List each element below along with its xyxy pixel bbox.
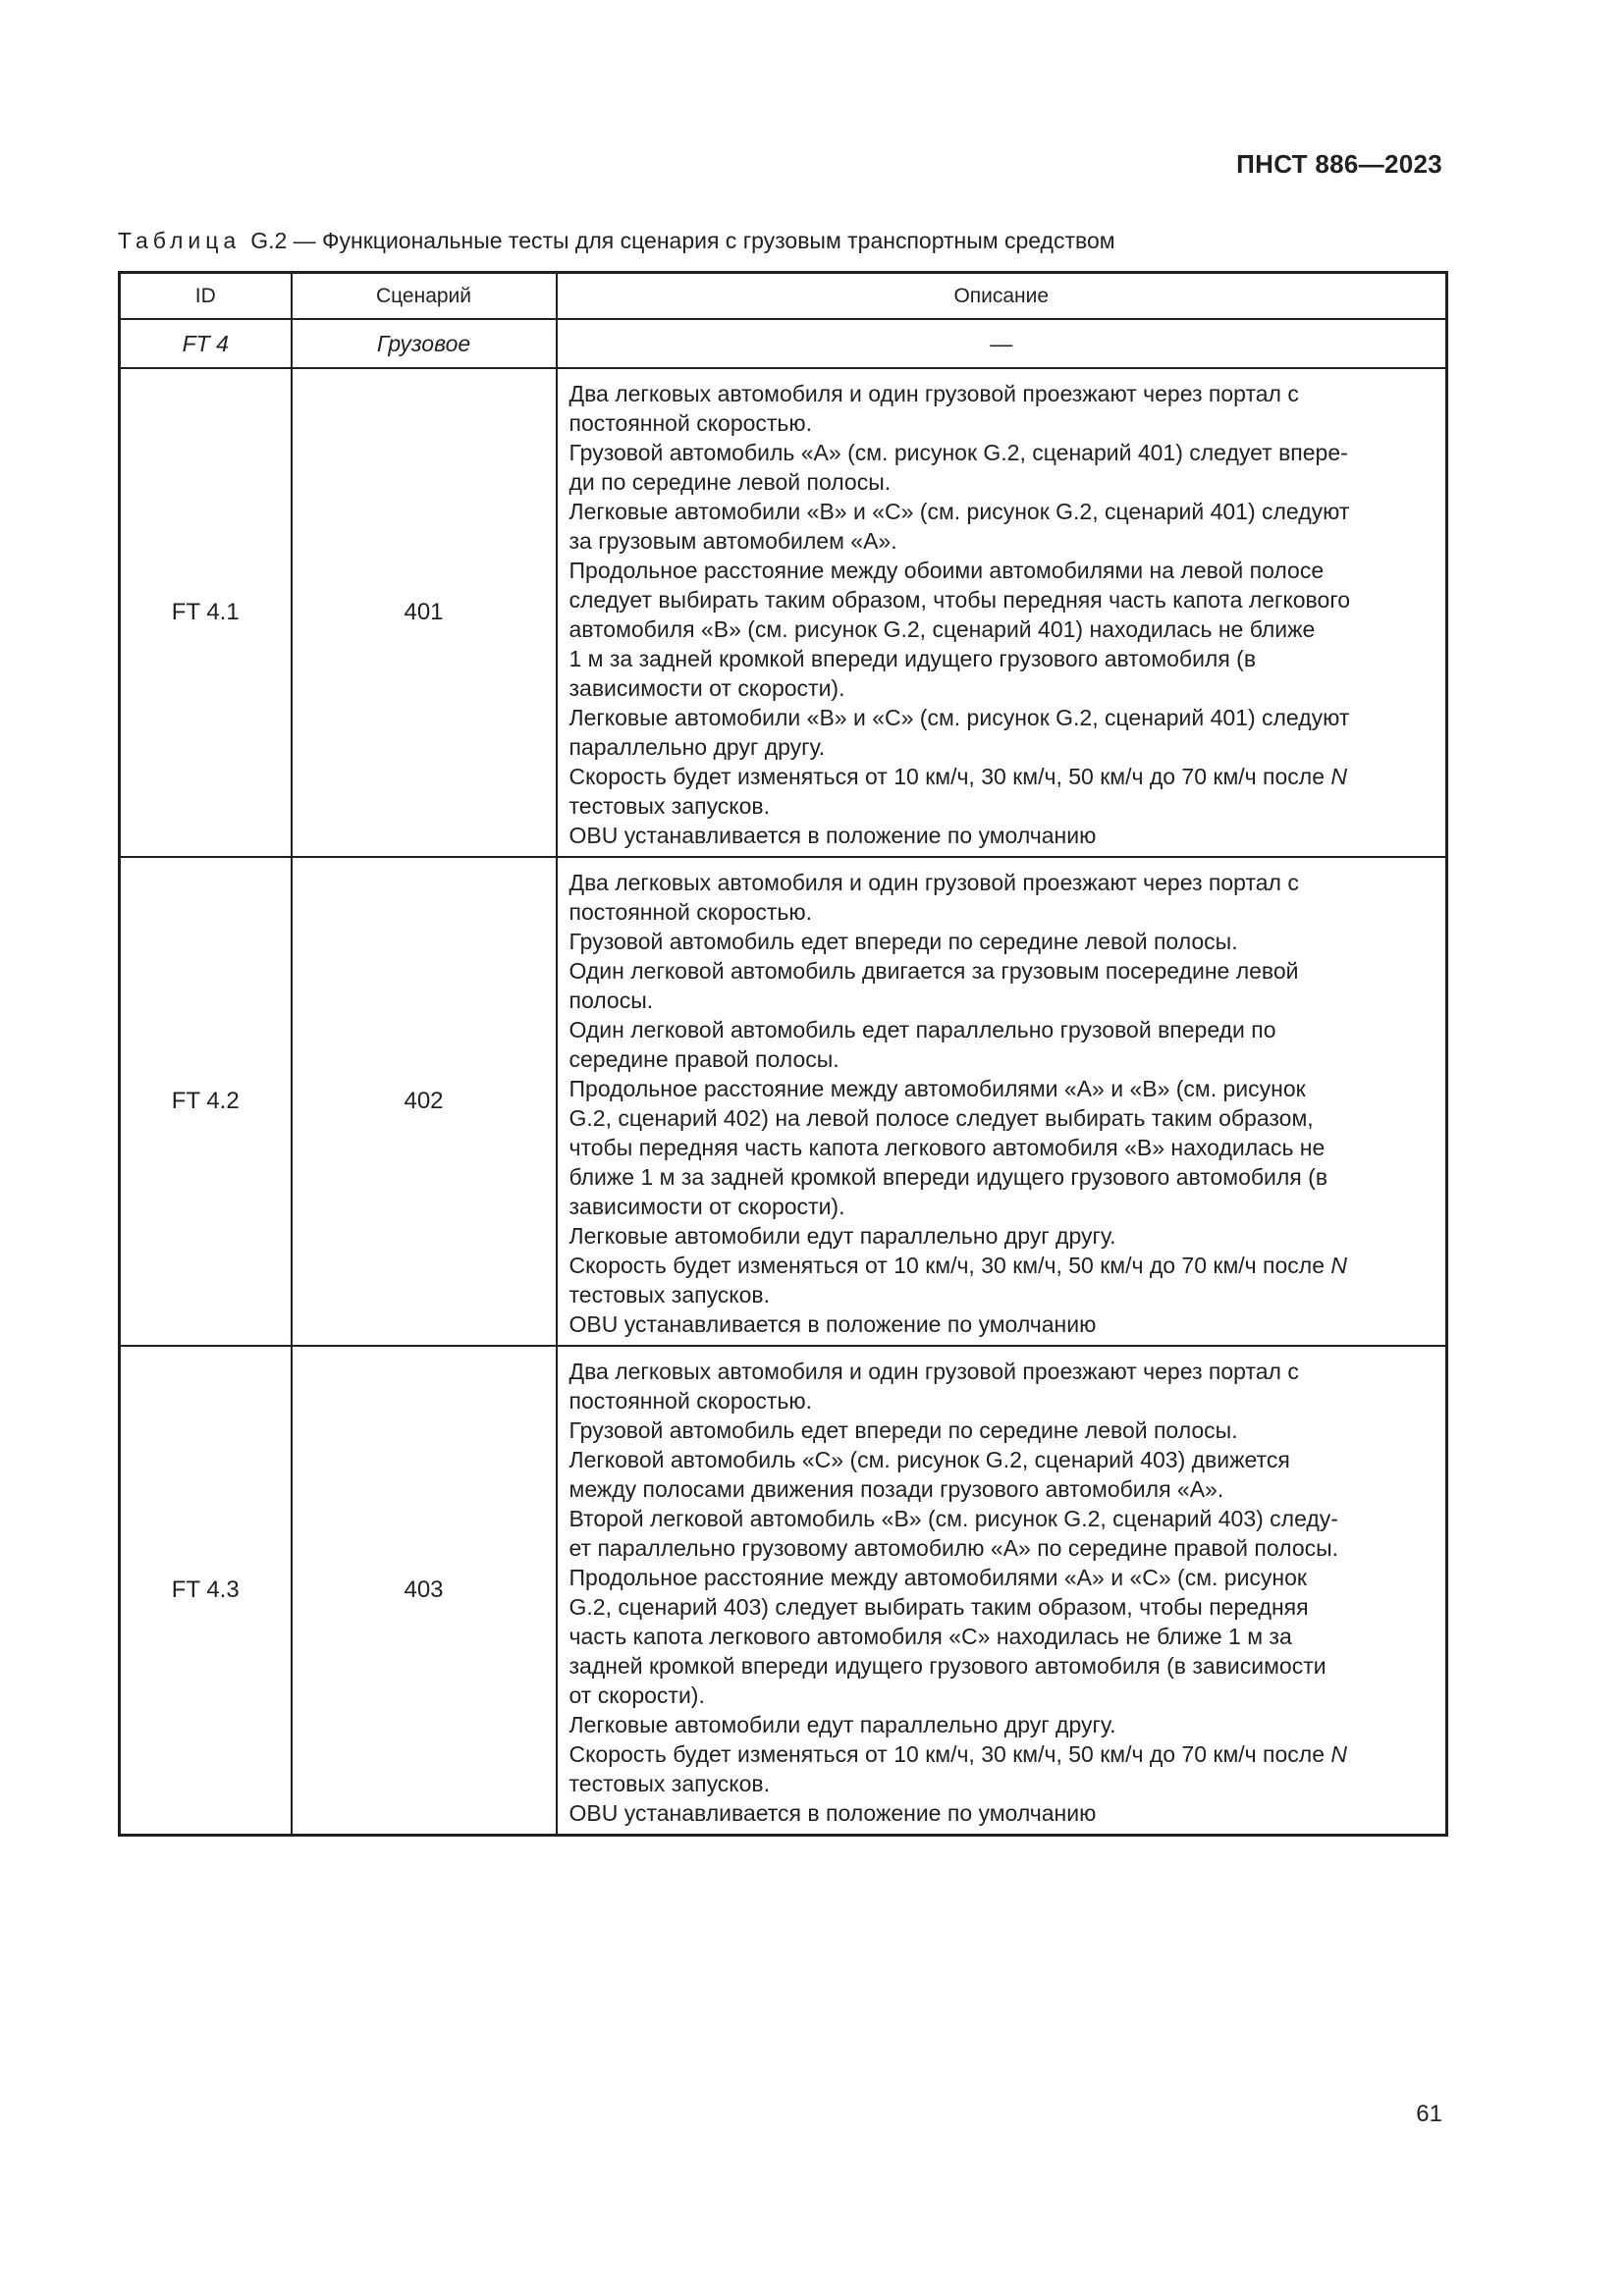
description-line: параллельно друг другу. bbox=[568, 734, 826, 760]
description-line: зависимости от скорости). bbox=[568, 675, 845, 701]
description-line: Легковые автомобили «B» и «C» (см. рисунок G.2, сценарий 401) следуют bbox=[568, 499, 1350, 524]
description-line: Легковые автомобили едут параллельно друг другу. bbox=[568, 1223, 1116, 1249]
row-scenario: 401 bbox=[292, 368, 557, 857]
functional-tests-table bbox=[118, 271, 1448, 1837]
description-line: OBU устанавливается в положение по умолчанию bbox=[568, 1800, 1097, 1826]
description-line: Грузовой автомобиль едет впереди по середине левой полосы. bbox=[568, 929, 1238, 954]
description-line: тестовых запусков. bbox=[568, 1771, 771, 1796]
description-line: Скорость будет изменяться от 10 км/ч, 30 км/ч, 50 км/ч до 70 км/ч после N bbox=[568, 764, 1348, 789]
description-line: задней кромкой впереди идущего грузового автомобиля (в зависимости bbox=[568, 1653, 1326, 1679]
description-line: Два легковых автомобиля и один грузовой проезжают через портал с bbox=[568, 870, 1299, 895]
table-caption-prefix: Таблица bbox=[118, 228, 242, 253]
row-id: FT 4.3 bbox=[120, 1346, 292, 1836]
description-line: 1 м за задней кромкой впереди идущего грузового автомобиля (в bbox=[568, 646, 1257, 671]
description-line: тестовых запусков. bbox=[568, 1282, 771, 1308]
group-id: FT 4 bbox=[120, 319, 292, 368]
column-header-description: Описание bbox=[557, 273, 1447, 320]
row-id: FT 4.2 bbox=[120, 857, 292, 1346]
table-caption-text: G.2 — Функциональные тесты для сценария с грузовым транспортным средством bbox=[250, 228, 1115, 253]
table bbox=[118, 271, 1448, 1837]
group-description: — bbox=[557, 319, 1447, 368]
description-line: зависимости от скорости). bbox=[568, 1194, 845, 1219]
description-line: от скорости). bbox=[568, 1682, 705, 1708]
table-caption bbox=[118, 228, 1115, 254]
description-line: ет параллельно грузовому автомобилю «A» по середине правой полосы. bbox=[568, 1535, 1339, 1561]
description-line: за грузовым автомобилем «A». bbox=[568, 528, 897, 554]
column-header-scenario: Сценарий bbox=[292, 273, 557, 320]
description-line: Продольное расстояние между автомобилями «A» и «B» (см. рисунок bbox=[568, 1076, 1306, 1101]
row-scenario: 402 bbox=[292, 857, 557, 1346]
description-line: Грузовой автомобиль едет впереди по середине левой полосы. bbox=[568, 1417, 1238, 1443]
row-description bbox=[557, 368, 1447, 857]
description-line: Скорость будет изменяться от 10 км/ч, 30 км/ч, 50 км/ч до 70 км/ч после N bbox=[568, 1741, 1348, 1767]
description-line: Скорость будет изменяться от 10 км/ч, 30 км/ч, 50 км/ч до 70 км/ч после N bbox=[568, 1253, 1348, 1278]
table-header-row bbox=[120, 273, 1447, 320]
description-line: постоянной скоростью. bbox=[568, 1388, 813, 1414]
description-line: полосы. bbox=[568, 988, 654, 1013]
table-row bbox=[120, 857, 1447, 1346]
description-line: середине правой полосы. bbox=[568, 1046, 839, 1072]
description-line: Два легковых автомобиля и один грузовой проезжают через портал с bbox=[568, 1359, 1299, 1384]
row-id: FT 4.1 bbox=[120, 368, 292, 857]
column-header-id: ID bbox=[120, 273, 292, 320]
description-line: Два легковых автомобиля и один грузовой проезжают через портал с bbox=[568, 381, 1299, 406]
description-line: Грузовой автомобиль «A» (см. рисунок G.2, сценарий 401) следует впере- bbox=[568, 440, 1348, 465]
description-line: Один легковой автомобиль двигается за грузовым посередине левой bbox=[568, 958, 1299, 984]
page-number: 61 bbox=[1416, 2101, 1442, 2127]
description-line: постоянной скоростью. bbox=[568, 899, 813, 925]
description-line: автомобиля «B» (см. рисунок G.2, сценарий 401) находилась не ближе bbox=[568, 616, 1316, 642]
description-line: ди по середине левой полосы. bbox=[568, 469, 892, 495]
document-code: ПНСТ 886—2023 bbox=[1236, 149, 1442, 179]
description-line: Второй легковой автомобиль «B» (см. рисунок G.2, сценарий 403) следу- bbox=[568, 1506, 1338, 1531]
description-line: G.2, сценарий 402) на левой полосе следует выбирать таким образом, bbox=[568, 1105, 1314, 1131]
description-line: Один легковой автомобиль едет параллельно грузовой впереди по bbox=[568, 1017, 1276, 1042]
description-line: Продольное расстояние между обоими автомобилями на левой полосе bbox=[568, 558, 1325, 583]
row-scenario: 403 bbox=[292, 1346, 557, 1836]
description-line: OBU устанавливается в положение по умолчанию bbox=[568, 1311, 1097, 1337]
description-line: часть капота легкового автомобиля «C» находилась не ближе 1 м за bbox=[568, 1624, 1292, 1649]
row-description bbox=[557, 1346, 1447, 1836]
description-line: Легковой автомобиль «C» (см. рисунок G.2, сценарий 403) движется bbox=[568, 1447, 1290, 1472]
description-line: Продольное расстояние между автомобилями «A» и «C» (см. рисунок bbox=[568, 1565, 1307, 1590]
row-description bbox=[557, 857, 1447, 1346]
table-row bbox=[120, 1346, 1447, 1836]
description-line: Легковые автомобили едут параллельно друг другу. bbox=[568, 1712, 1116, 1737]
description-line: тестовых запусков. bbox=[568, 793, 771, 819]
description-line: следует выбирать таким образом, чтобы передняя часть капота легкового bbox=[568, 587, 1350, 613]
description-line: между полосами движения позади грузового автомобиля «A». bbox=[568, 1476, 1224, 1502]
description-line: чтобы передняя часть капота легкового автомобиля «B» находилась не bbox=[568, 1135, 1326, 1160]
group-row bbox=[120, 319, 1447, 368]
description-line: постоянной скоростью. bbox=[568, 410, 813, 436]
description-line: Легковые автомобили «B» и «C» (см. рисунок G.2, сценарий 401) следуют bbox=[568, 705, 1350, 730]
group-scenario: Грузовое bbox=[292, 319, 557, 368]
description-line: G.2, сценарий 403) следует выбирать таким образом, чтобы передняя bbox=[568, 1594, 1309, 1620]
description-line: ближе 1 м за задней кромкой впереди идущего грузового автомобиля (в bbox=[568, 1164, 1328, 1190]
description-line: OBU устанавливается в положение по умолчанию bbox=[568, 823, 1097, 848]
table-row bbox=[120, 368, 1447, 857]
